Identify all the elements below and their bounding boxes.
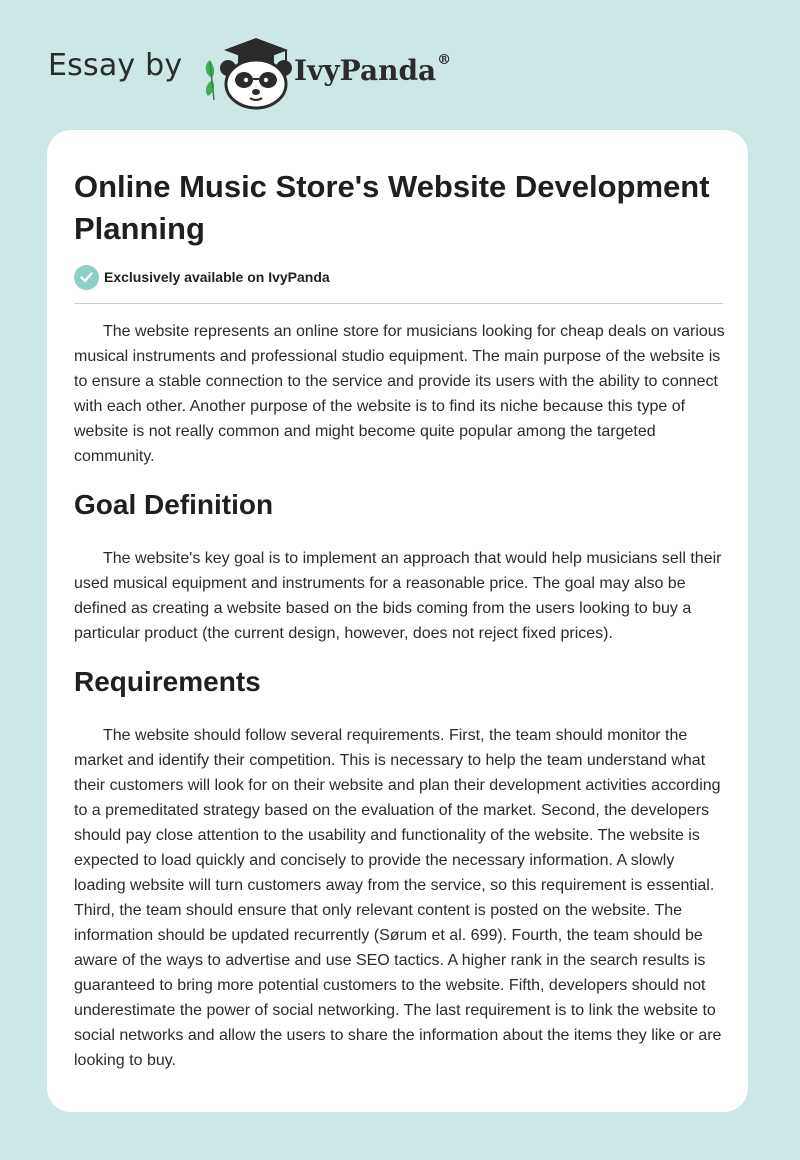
- divider: [74, 303, 723, 304]
- article-title: Online Music Store's Website Development Planning: [74, 169, 710, 246]
- brand-name[interactable]: IvyPanda®: [294, 52, 452, 87]
- site-header: [48, 30, 468, 110]
- section-heading-goal-definition: Goal Definition: [74, 489, 274, 520]
- requirements-paragraph: The website should follow several requirements. First, the team should monitor the market and identify their competition. This is necessary to help the team understand what their customers will look for on their website and plan their development activities according to a premeditated strategy based on the evaluation of the market. Second, the developers should pay close attention to the usability and functionality of the website. The website is expected to load quickly and concisely to provide the necessary information. A slowly loading website will turn customers away from the service, so this requirement is essential. Third, the team should ensure that only relevant content is posted on the website. The information should be updated recurrently (Sørum et al. 699). Fourth, the team should be aware of the ways to advertise and use SEO tactics. A higher rank in the search results is guaranteed to bring more potential customers to the website. Fifth, developers should not underestimate the power of social networking. The last requirement is to link the website to social networks and allow the users to share the information about the items they like or are looking to buy.: [74, 727, 722, 1069]
- registered-mark: ®: [437, 52, 452, 68]
- exclusive-badge-label: Exclusively available on IvyPanda: [104, 269, 330, 285]
- article-card: [47, 130, 748, 1112]
- section-heading-requirements: Requirements: [74, 666, 261, 697]
- leaf-icon: [206, 60, 214, 100]
- essay-by-label: Essay by: [48, 48, 183, 83]
- exclusive-badge: [74, 264, 330, 290]
- goal-definition-paragraph: The website's key goal is to implement an approach that would help musicians sell their used musical equipment and instruments for a reasonable price. The goal may also be defined as creating a website based on the bids coming from the users looking to buy a particular product (the current design, however, does not reject fixed prices).: [74, 550, 722, 642]
- check-icon: [74, 265, 99, 290]
- intro-paragraph: The website represents an online store for musicians looking for cheap deals on various musical instruments and professional studio equipment. The main purpose of the website is to ensure a stable connection to the service and provide its users with the ability to connect with each other. Another purpose of the website is to find its niche because this type of website is not really common and might become quite popular among the targeted community.: [74, 323, 725, 465]
- panda-logo-icon[interactable]: [202, 34, 294, 110]
